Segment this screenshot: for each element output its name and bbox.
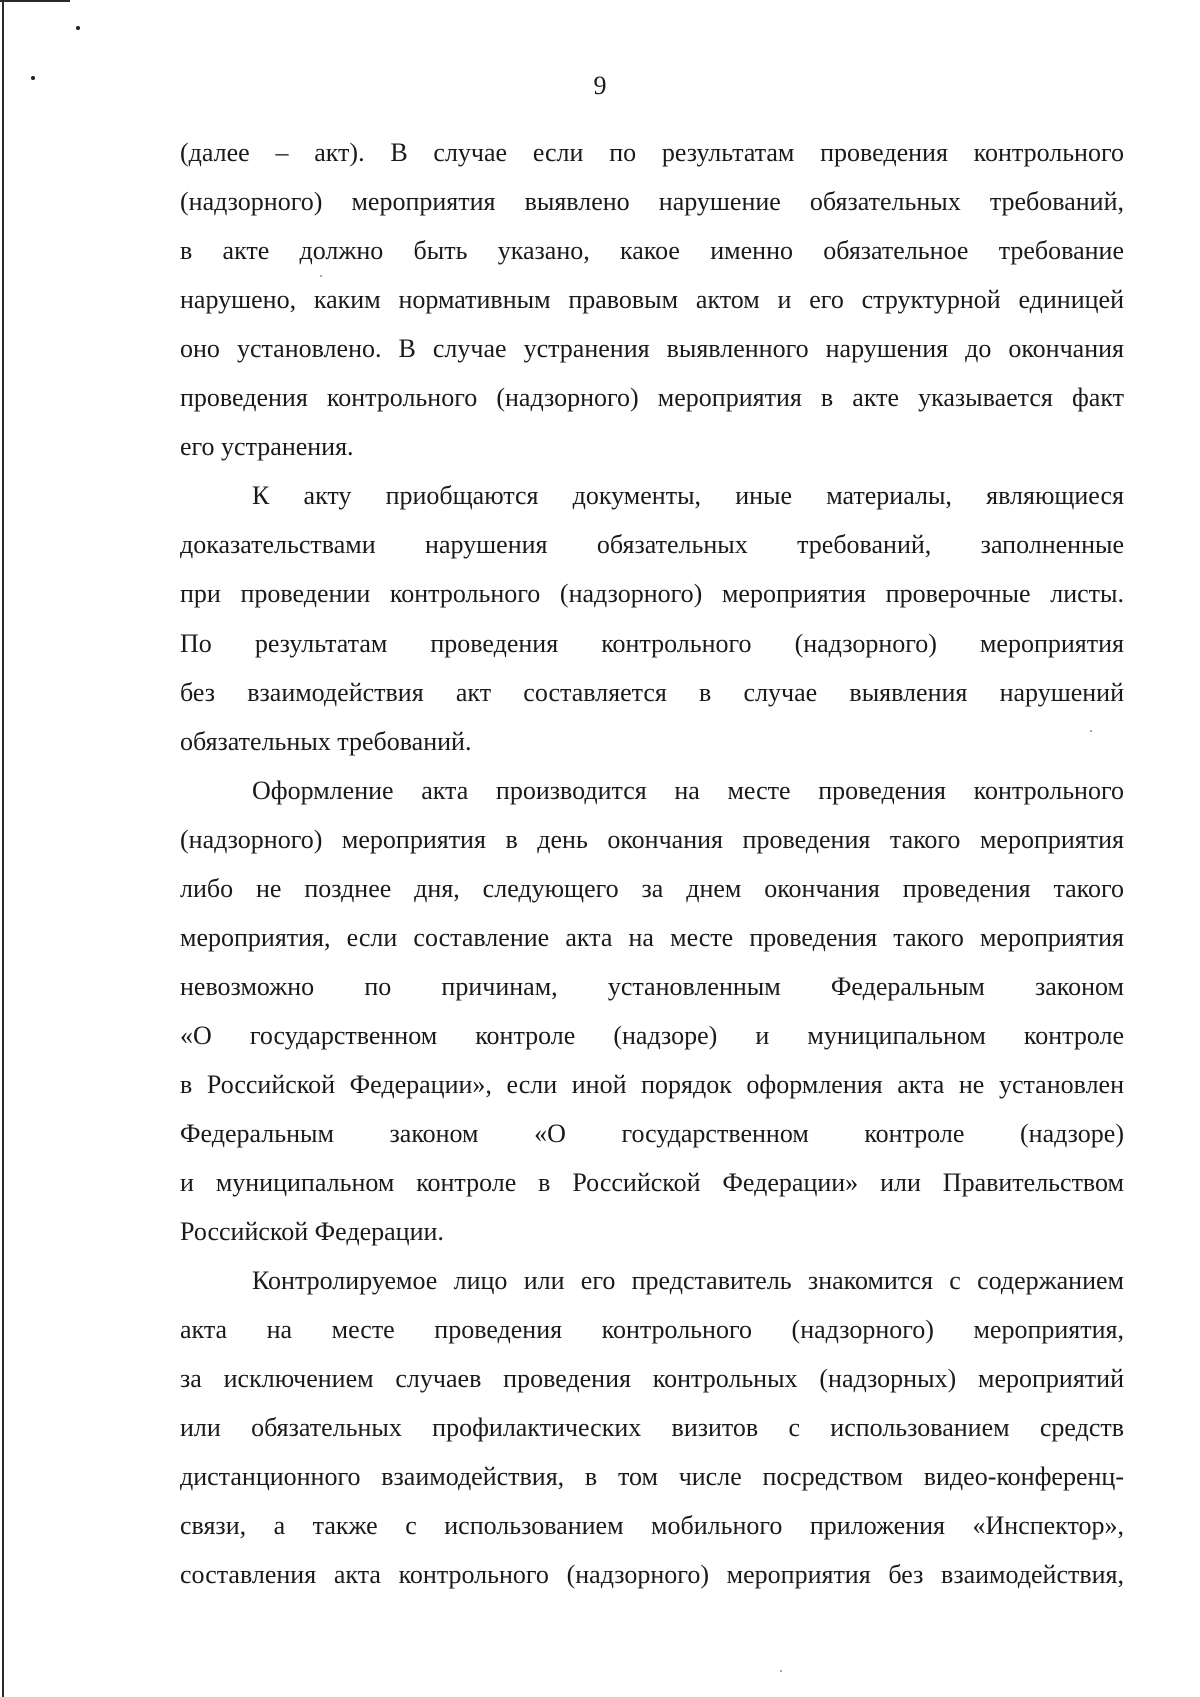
text-line: доказательствами нарушения обязательных требований, заполненные [180, 530, 1124, 560]
text-line: (надзорного) мероприятия выявлено нарушение обязательных требований, [180, 187, 1124, 217]
text-line: акта на месте проведения контрольного (надзорного) мероприятия, [180, 1315, 1124, 1345]
text-line: в акте должно быть указано, какое именно обязательное требование [180, 236, 1124, 266]
scan-edge-line [2, 0, 4, 1697]
text-line: (далее – акт). В случае если по результатам проведения контрольного [180, 138, 1124, 167]
scan-speck [780, 1670, 782, 1672]
text-line: связи, а также с использованием мобильного приложения «Инспектор», [180, 1511, 1124, 1541]
text-line: и муниципальном контроле в Российской Федерации» или Правительством [180, 1168, 1124, 1198]
text-line: Оформление акта производится на месте проведения контрольного [252, 775, 1124, 805]
text-line: Контролируемое лицо или его представитель знакомится с содержанием [252, 1266, 1124, 1296]
scan-edge-tick [0, 0, 70, 2]
text-line: за исключением случаев проведения контрольных (надзорных) мероприятий [180, 1364, 1124, 1394]
text-line: невозможно по причинам, установленным Федеральным законом [180, 971, 1124, 1001]
text-line: его устранения. [180, 432, 354, 462]
text-line: без взаимодействия акт составляется в случае выявления нарушений [180, 677, 1124, 707]
text-line: в Российской Федерации», если иной порядок оформления акта не установлен [180, 1069, 1124, 1099]
page-number: 9 [593, 71, 607, 100]
text-line: «О государственном контроле (надзоре) и муниципальном контроле [180, 1020, 1124, 1050]
text-line: обязательных требований. [180, 726, 472, 756]
text-line: К акту приобщаются документы, иные материалы, являющиеся [252, 481, 1124, 511]
text-line: проведения контрольного (надзорного) мероприятия в акте указывается факт [180, 383, 1124, 413]
text-line: оно установлено. В случае устранения выявленного нарушения до окончания [180, 334, 1124, 364]
text-line: По результатам проведения контрольного (надзорного) мероприятия [180, 628, 1124, 658]
scan-dot [76, 26, 80, 30]
text-line: либо не позднее дня, следующего за днем окончания проведения такого [180, 873, 1124, 903]
text-line: нарушено, каким нормативным правовым актом и его структурной единицей [180, 285, 1124, 315]
text-line: Российской Федерации. [180, 1217, 444, 1247]
text-line: составления акта контрольного (надзорного) мероприятия без взаимодействия, [180, 1560, 1124, 1590]
text-line: (надзорного) мероприятия в день окончания проведения такого мероприятия [180, 824, 1124, 854]
text-line: или обязательных профилактических визитов с использованием средств [180, 1413, 1124, 1443]
text-line: мероприятия, если составление акта на месте проведения такого мероприятия [180, 922, 1124, 952]
text-line: Федеральным законом «О государственном контроле (надзоре) [180, 1119, 1124, 1148]
text-line: дистанционного взаимодействия, в том числе посредством видео-конференц- [180, 1462, 1124, 1492]
text-line: при проведении контрольного (надзорного) мероприятия проверочные листы. [180, 579, 1124, 609]
